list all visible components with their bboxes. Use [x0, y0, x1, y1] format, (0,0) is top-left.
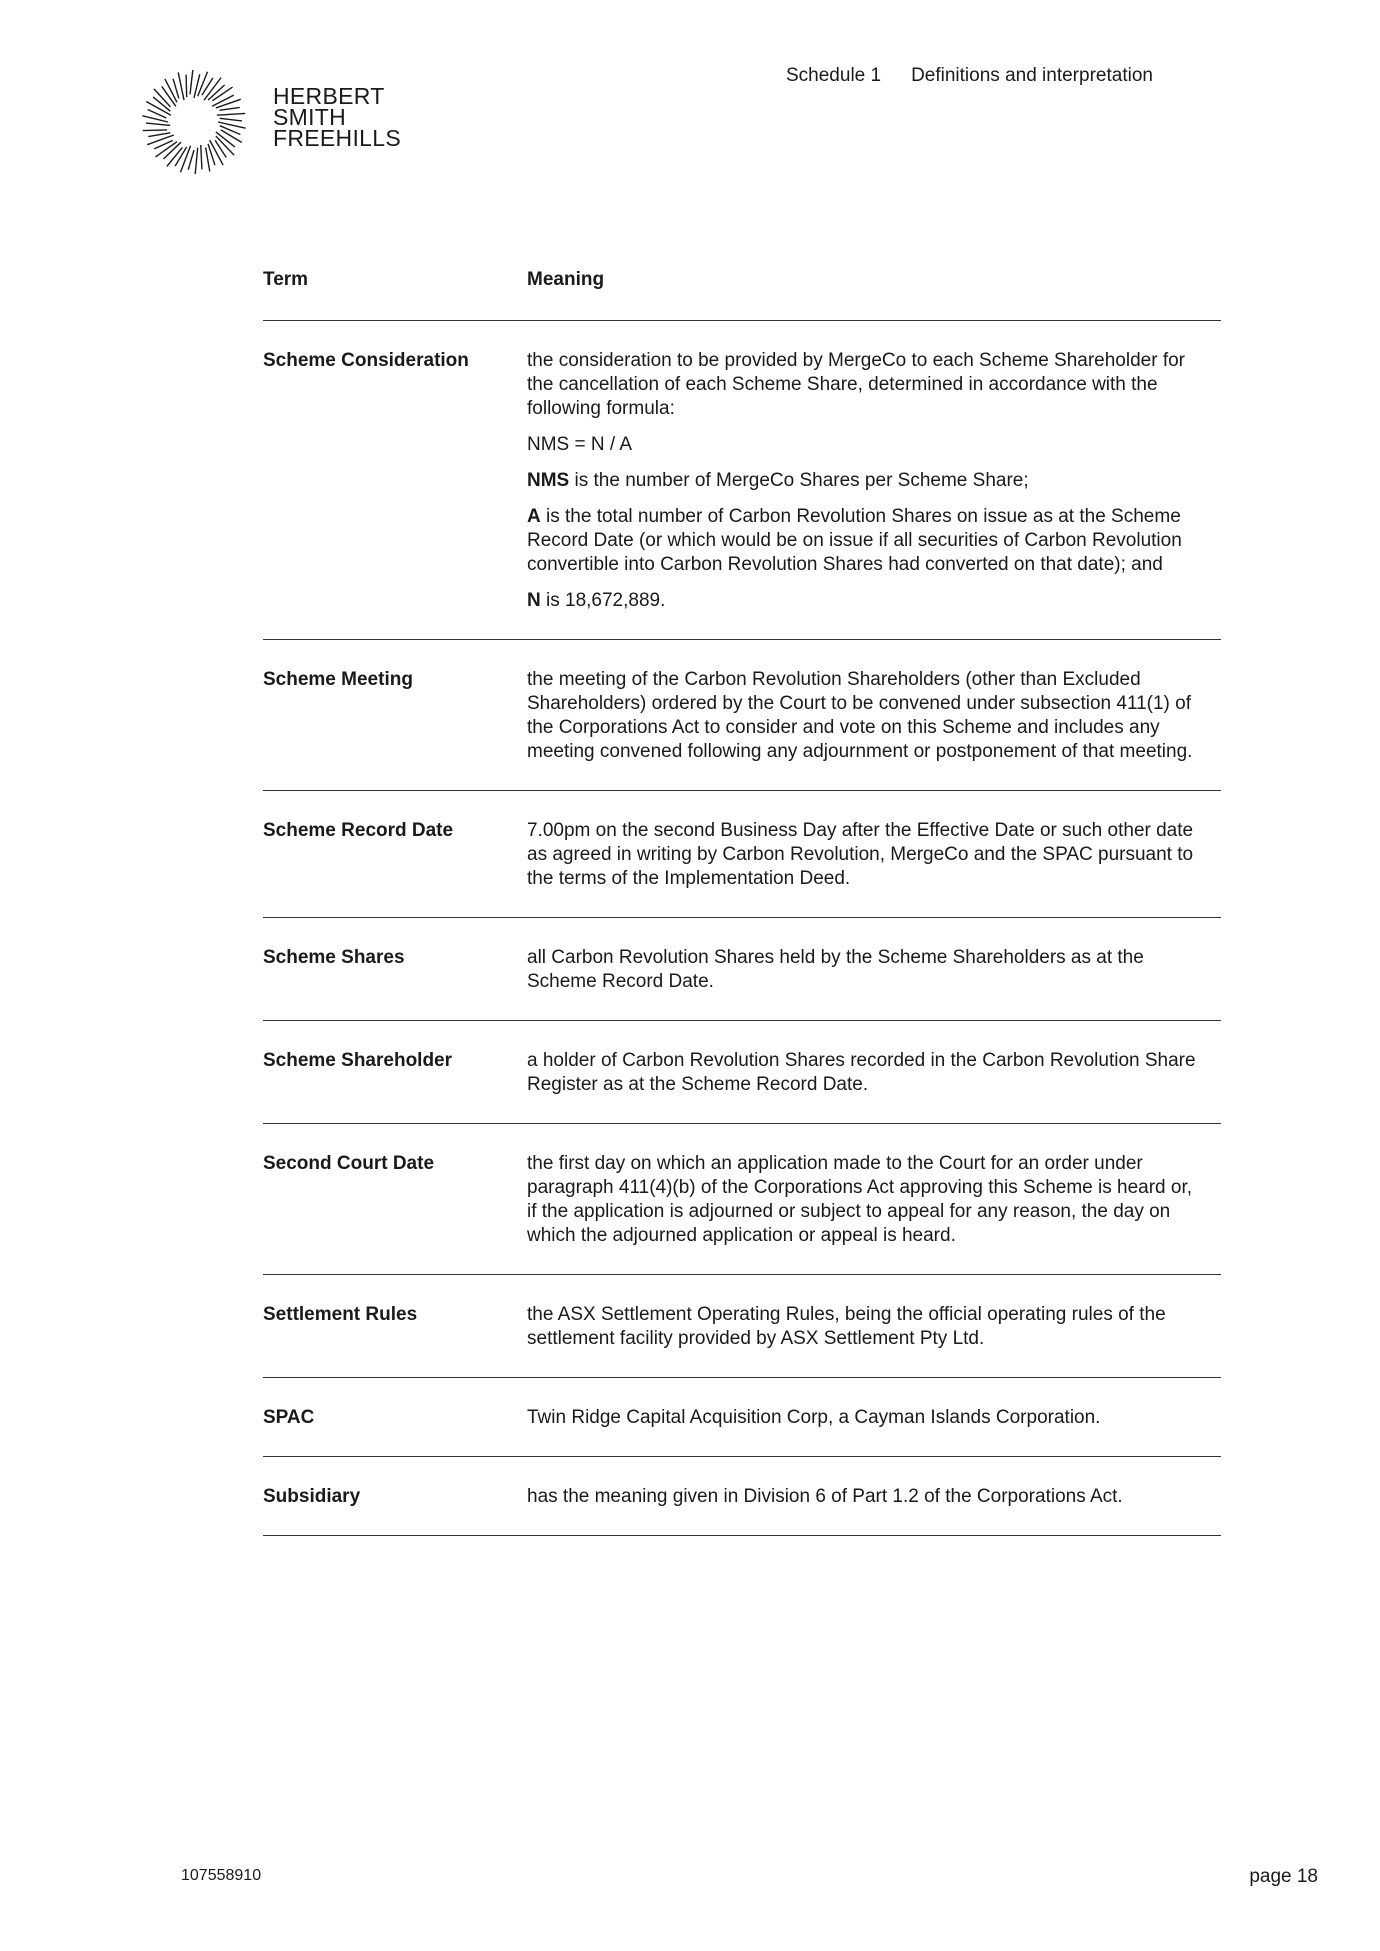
meaning-paragraph [527, 819, 1201, 891]
meaning-cell [527, 668, 1221, 764]
schedule-label: Schedule 1 [786, 65, 882, 86]
logo-wordmark [273, 83, 401, 151]
meaning-paragraph [527, 946, 1201, 994]
term-cell: Second Court Date [263, 1153, 435, 1174]
sunburst-ray [188, 150, 194, 170]
sunburst-ray [221, 130, 242, 143]
meaning-cell [527, 1406, 1221, 1430]
sunburst-ray [190, 70, 193, 94]
meaning-text: is 18,672,889. [540, 590, 666, 611]
page-header [786, 65, 1153, 87]
term-cell: Scheme Shares [263, 947, 405, 968]
table-row [263, 1275, 1221, 1378]
meaning-text: the meeting of the Carbon Revolution Shareholders (other than Excluded Shareholders) ordered by the Court to be convened under subsection 411(1) of the Corporations Act to consider and vote on this Scheme and includes any meeting convened following any adjournment or postponement of that meeting. [527, 669, 1193, 762]
definitions-table [263, 263, 1221, 1536]
table-row [263, 918, 1221, 1021]
sunburst-ray [143, 130, 167, 131]
meaning-paragraph [527, 433, 1201, 457]
meaning-cell [527, 1303, 1221, 1351]
sunburst-ray [210, 140, 223, 165]
meaning-paragraph [527, 1152, 1201, 1248]
meaning-cell [527, 946, 1221, 994]
sunburst-ray [201, 145, 202, 169]
logo-line-3: FREEHILLS [273, 125, 401, 151]
schedule-title: Definitions and interpretation [911, 65, 1153, 86]
sunburst-logo-icon [138, 66, 250, 178]
logo-line-1: HERBERT [273, 83, 385, 109]
meaning-cell [527, 1049, 1221, 1097]
table-row [263, 1124, 1221, 1275]
term-cell: SPAC [263, 1407, 315, 1428]
sunburst-ray [216, 99, 241, 108]
meaning-cell [527, 349, 1221, 613]
sunburst-ray [206, 147, 210, 171]
term-cell: Scheme Record Date [263, 820, 454, 841]
sunburst-ray [195, 148, 198, 174]
logo-line-2: SMITH [273, 104, 347, 130]
meaning-paragraph [527, 1485, 1201, 1509]
meaning-paragraph [527, 505, 1201, 577]
table-header-row [263, 263, 1221, 321]
defined-symbol: NMS [527, 470, 570, 491]
document-number: 107558910 [181, 1867, 262, 1884]
table-row [263, 791, 1221, 918]
meaning-paragraph [527, 589, 1201, 613]
meaning-paragraph [527, 349, 1201, 421]
meaning-text: Twin Ridge Capital Acquisition Corp, a Cayman Islands Corporation. [527, 1407, 1101, 1428]
sunburst-ray [215, 140, 226, 157]
meaning-paragraph [527, 469, 1201, 493]
term-cell: Scheme Meeting [263, 669, 413, 690]
meaning-paragraph [527, 1303, 1201, 1351]
defined-symbol: N [527, 590, 541, 611]
meaning-text: the ASX Settlement Operating Rules, being the official operating rules of the settlement facility provided by ASX Settlement Pty Ltd. [527, 1304, 1166, 1349]
meaning-text: is the total number of Carbon Revolution Shares on issue as at the Scheme Record Date (or which would be on issue if all securities of Carbon Revolution convertible into Carbon Revolution Shares had converted on that date); and [527, 506, 1182, 575]
meaning-paragraph [527, 1049, 1201, 1097]
meaning-cell [527, 1152, 1221, 1248]
sunburst-ray [217, 113, 245, 115]
meaning-cell [527, 819, 1221, 891]
table-row [263, 1378, 1221, 1457]
meaning-text: the consideration to be provided by MergeCo to each Scheme Shareholder for the cancellation of each Scheme Share, determined in accordance with the following formula: [527, 350, 1186, 419]
firm-logo [138, 66, 401, 178]
term-cell: Subsidiary [263, 1486, 361, 1507]
meaning-text: the first day on which an application made to the Court for an order under paragraph 411(4)(b) of the Corporations Act approving this Scheme is heard or, if the application is adjourned or subject to appeal for any reason, the day on which the adjourned application or appeal is heard. [527, 1153, 1193, 1246]
meaning-cell [527, 1485, 1221, 1509]
meaning-paragraph [527, 1406, 1201, 1430]
table-body [263, 321, 1221, 1536]
sunburst-ray [186, 75, 187, 97]
term-cell: Settlement Rules [263, 1304, 418, 1325]
sunburst-ray [148, 133, 170, 137]
table-row [263, 1457, 1221, 1536]
meaning-paragraph [527, 668, 1201, 764]
meaning-text: a holder of Carbon Revolution Shares recorded in the Carbon Revolution Share Register as at the Scheme Record Date. [527, 1050, 1196, 1095]
defined-symbol: A [527, 506, 541, 527]
sunburst-ray [212, 95, 234, 106]
meaning-text: 7.00pm on the second Business Day after the Effective Date or such other date as agreed in writing by Carbon Revolution, MergeCo and the SPAC pursuant to the terms of the Implementation Deed. [527, 820, 1194, 889]
table-row [263, 640, 1221, 791]
term-cell: Scheme Shareholder [263, 1050, 453, 1071]
sunburst-ray [220, 118, 242, 121]
sunburst-ray [219, 107, 239, 110]
meaning-text: all Carbon Revolution Shares held by the Scheme Shareholders as at the Scheme Record Date. [527, 947, 1144, 992]
meaning-text: is the number of MergeCo Shares per Scheme Share; [569, 470, 1029, 491]
sunburst-ray [178, 72, 184, 100]
page-number: page 18 [1249, 1866, 1318, 1887]
table-row [263, 1021, 1221, 1124]
sunburst-ray [146, 123, 170, 125]
meaning-text: has the meaning given in Division 6 of Part 1.2 of the Corporations Act. [527, 1486, 1123, 1507]
term-column-header: Term [263, 269, 309, 290]
term-cell: Scheme Consideration [263, 350, 469, 371]
table-row [263, 321, 1221, 640]
meaning-column-header: Meaning [527, 269, 605, 290]
meaning-text: NMS = N / A [527, 434, 633, 455]
